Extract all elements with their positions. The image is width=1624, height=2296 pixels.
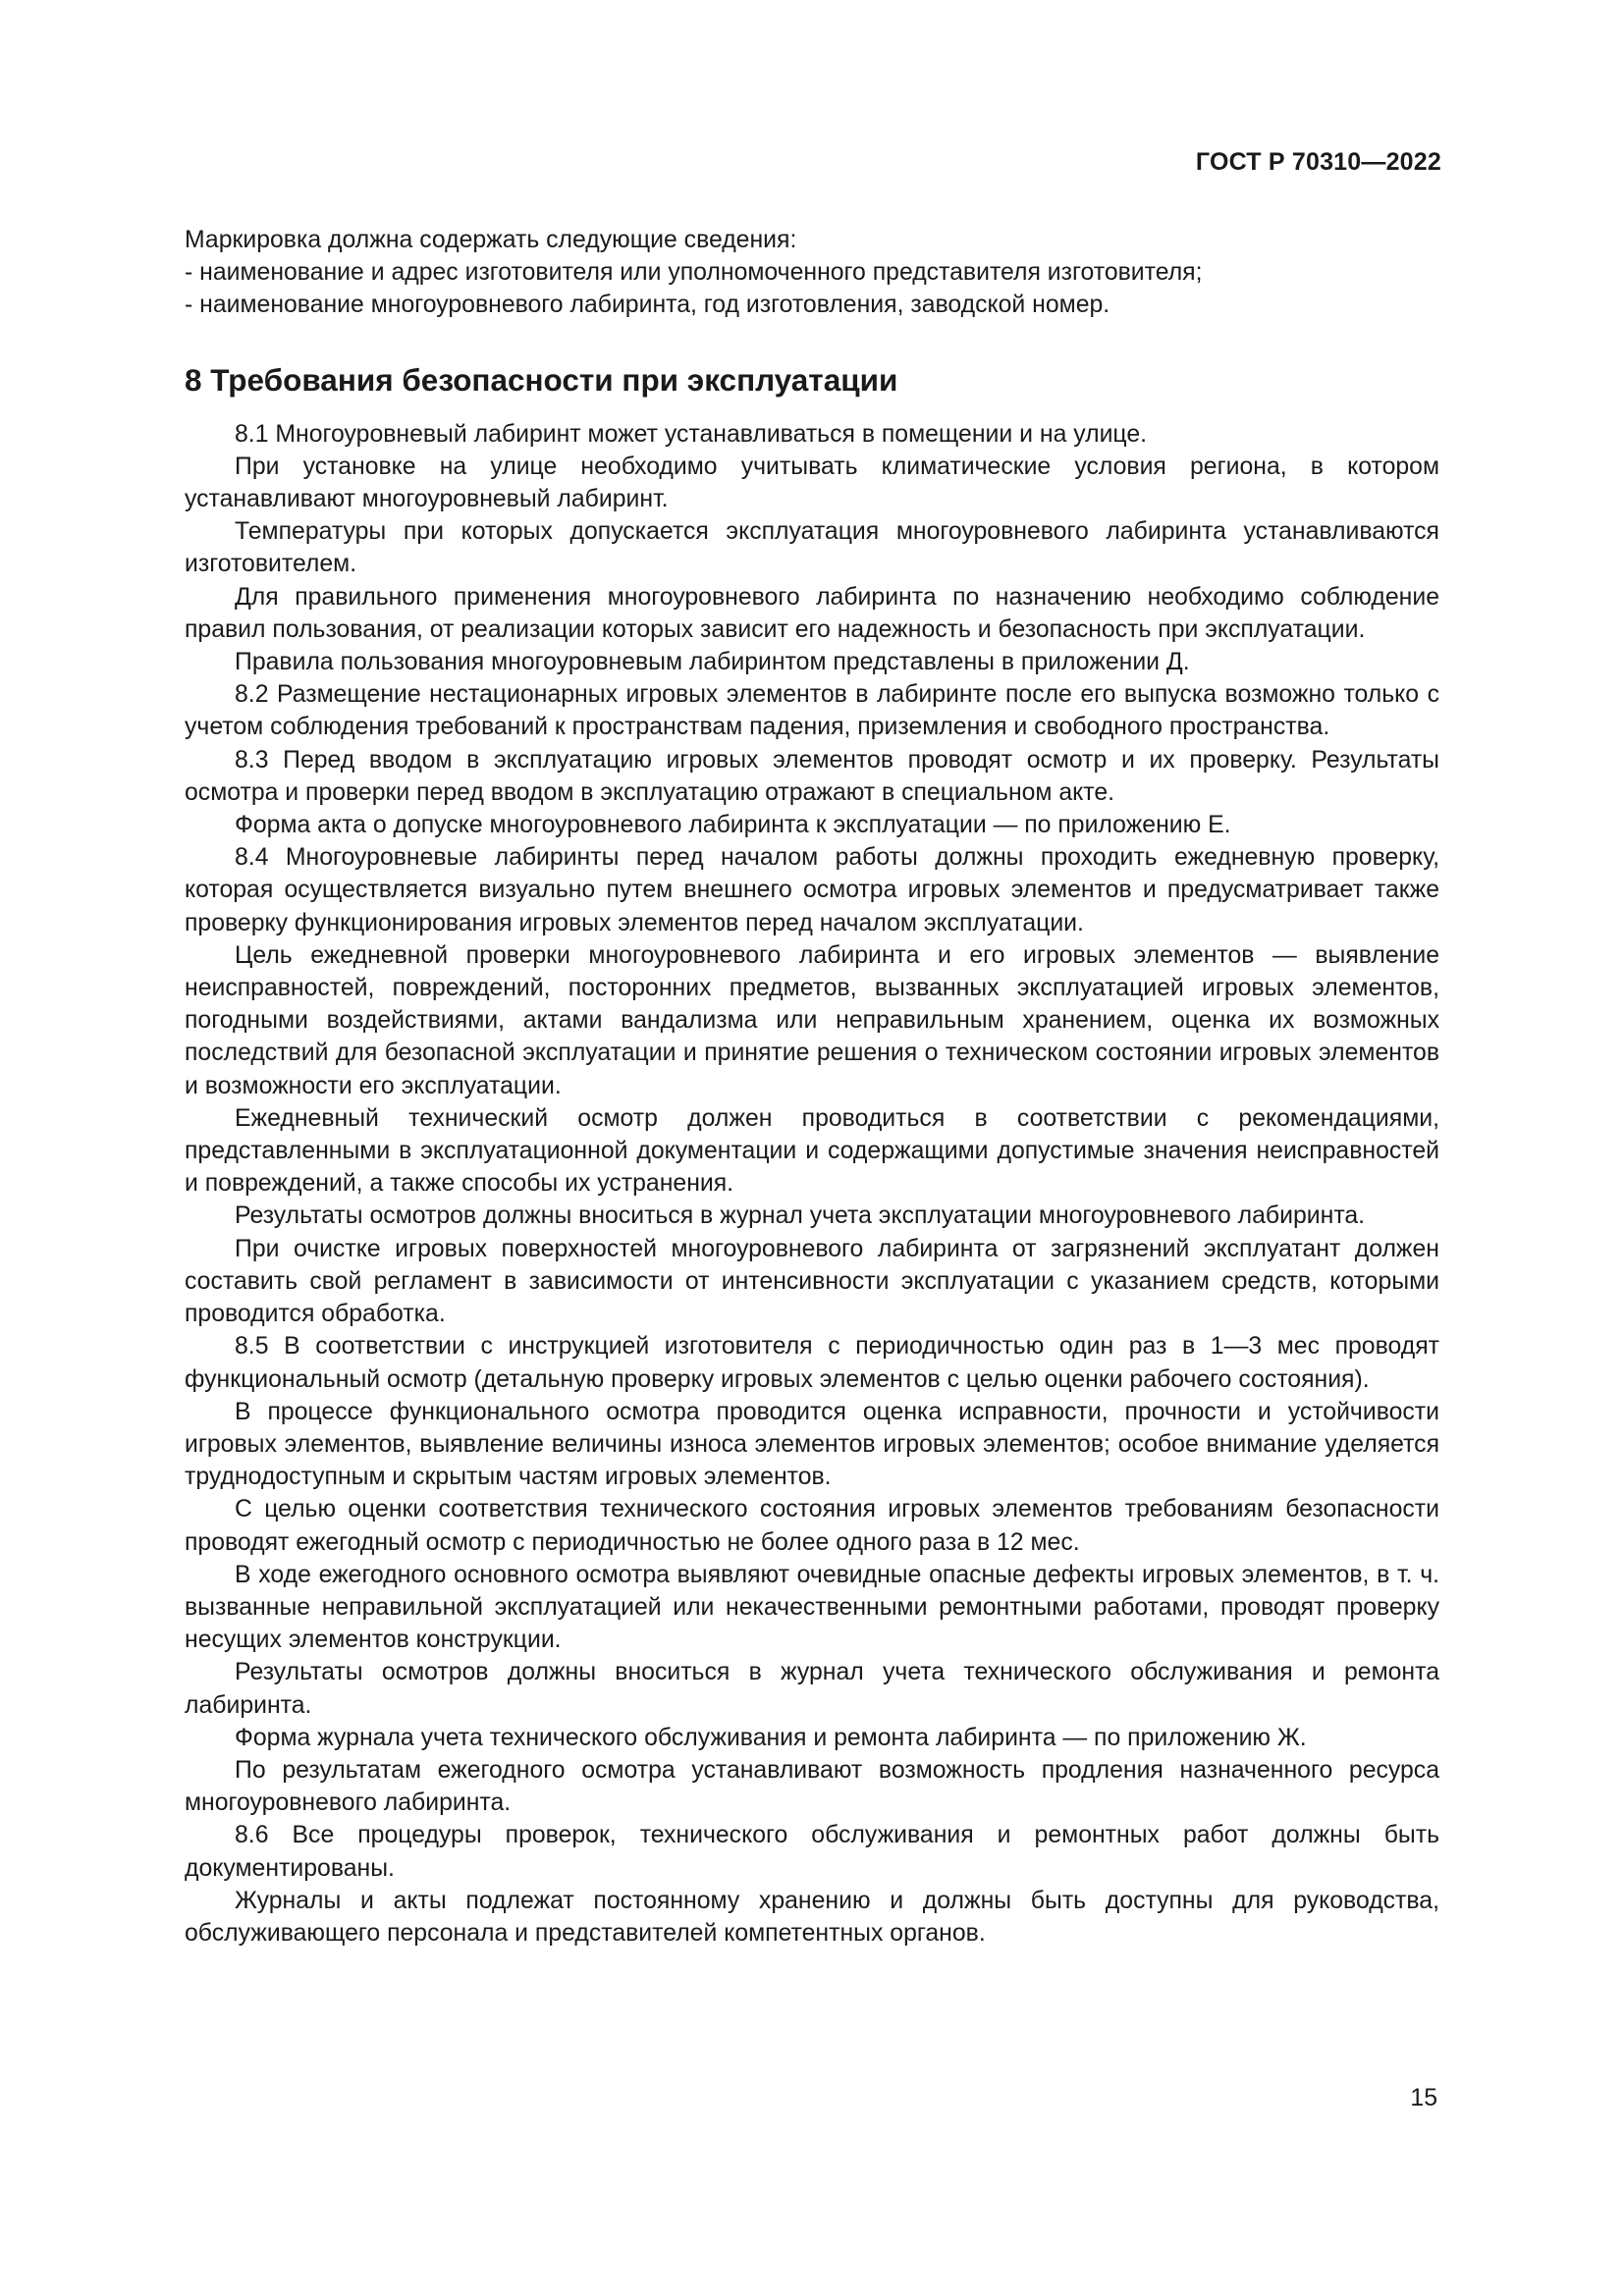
paragraph: В процессе функционального осмотра проводится оценка исправности, прочности и устойчивости игровых элементов, выявление величины износа элементов игровых элементов; особое внимание уделяется труднодоступным и скрытым частям игровых элементов. bbox=[185, 1398, 1439, 1491]
paragraph: При установке на улице необходимо учитывать климатические условия региона, в котором устанавливают многоуровневый лабиринт. bbox=[185, 453, 1439, 513]
paragraph: 8.3 Перед вводом в эксплуатацию игровых элементов проводят осмотр и их проверку. Результаты осмотра и проверки перед вводом в эксплуатацию отражают в специальном акте. bbox=[185, 746, 1439, 806]
paragraph: По результатам ежегодного осмотра устанавливают возможность продления назначенного ресурса многоуровневого лабиринта. bbox=[185, 1756, 1439, 1817]
document-code-header: ГОСТ Р 70310—2022 bbox=[1195, 148, 1441, 176]
paragraph: С целью оценки соответствия технического состояния игровых элементов требованиям безопасности проводят ежегодный осмотр с периодичностью не более одного раза в 12 мес. bbox=[185, 1496, 1439, 1556]
paragraph: Цель ежедневной проверки многоуровневого лабиринта и его игровых элементов — выявление неисправностей, повреждений, посторонних предметов, вызванных эксплуатацией игровых элементов, погодными воздействиями, актами вандализма или неправильным хранением, оценка их возможных последствий для безопасной эксплуатации и принятие решения о техническом состоянии игровых элементов и возможности его эксплуатации. bbox=[185, 941, 1439, 1099]
paragraph: Температуры при которых допускается эксплуатация многоуровневого лабиринта устанавливаются изготовителем. bbox=[185, 518, 1439, 578]
intro-bullet: - наименование многоуровневого лабиринта, год изготовления, заводской номер. bbox=[185, 292, 1110, 319]
paragraph: Журналы и акты подлежат постоянному хранению и должны быть доступны для руководства, обслуживающего персонала и представителей компетентных органов. bbox=[185, 1887, 1439, 1947]
paragraph: Ежедневный технический осмотр должен проводиться в соответствии с рекомендациями, представленными в эксплуатационной документации и содержащими допустимые значения неисправностей и повреждений, а также способы их устранения. bbox=[185, 1104, 1439, 1198]
paragraph: Форма журнала учета технического обслуживания и ремонта лабиринта — по приложению Ж. bbox=[235, 1724, 1307, 1751]
paragraph: Правила пользования многоуровневым лабиринтом представлены в приложении Д. bbox=[235, 649, 1190, 676]
intro-bullet: - наименование и адрес изготовителя или уполномоченного представителя изготовителя; bbox=[185, 259, 1203, 287]
paragraph: 8.2 Размещение нестационарных игровых элементов в лабиринте после его выпуска возможно только с учетом соблюдения требований к пространствам падения, приземления и свободного пространства. bbox=[185, 681, 1439, 741]
paragraph: При очистке игровых поверхностей многоуровневого лабиринта от загрязнений эксплуатант должен составить свой регламент в зависимости от интенсивности эксплуатации с указанием средств, которыми проводится обработка. bbox=[185, 1235, 1439, 1328]
page-content bbox=[185, 224, 1439, 1949]
paragraph: 8.4 Многоуровневые лабиринты перед началом работы должны проходить ежедневную проверку, которая осуществляется визуально путем внешнего осмотра игровых элементов и предусматривает также проверку функционирования игровых элементов перед началом эксплуатации. bbox=[185, 844, 1439, 936]
marking-intro bbox=[185, 224, 1439, 322]
paragraph: Форма акта о допуске многоуровневого лабиринта к эксплуатации — по приложению Е. bbox=[235, 812, 1231, 839]
page-number: 15 bbox=[1410, 2085, 1437, 2111]
paragraph: 8.5 В соответствии с инструкцией изготовителя с периодичностью один раз в 1—3 мес проводят функциональный осмотр (детальную проверку игровых элементов с целью оценки рабочего состояния). bbox=[185, 1333, 1439, 1393]
paragraph: Результаты осмотров должны вноситься в журнал учета технического обслуживания и ремонта лабиринта. bbox=[185, 1659, 1439, 1719]
section-title: 8 Требования безопасности при эксплуатации bbox=[185, 361, 898, 398]
paragraph: В ходе ежегодного основного осмотра выявляют очевидные опасные дефекты игровых элементов, в т. ч. вызванные неправильной эксплуатацией или некачественными ремонтными работами, проводят проверку несущих элементов конструкции. bbox=[185, 1561, 1439, 1654]
paragraph: 8.1 Многоуровневый лабиринт может устанавливаться в помещении и на улице. bbox=[235, 420, 1148, 448]
paragraph: Результаты осмотров должны вноситься в журнал учета эксплуатации многоуровневого лабиринта. bbox=[235, 1202, 1366, 1230]
paragraph: Для правильного применения многоуровневого лабиринта по назначению необходимо соблюдение правил пользования, от реализации которых зависит его надежность и безопасность при эксплуатации. bbox=[185, 583, 1439, 643]
intro-lead: Маркировка должна содержать следующие сведения: bbox=[185, 227, 797, 253]
section-body bbox=[185, 418, 1439, 1950]
paragraph: 8.6 Все процедуры проверок, технического обслуживания и ремонтных работ должны быть документированы. bbox=[185, 1822, 1439, 1882]
